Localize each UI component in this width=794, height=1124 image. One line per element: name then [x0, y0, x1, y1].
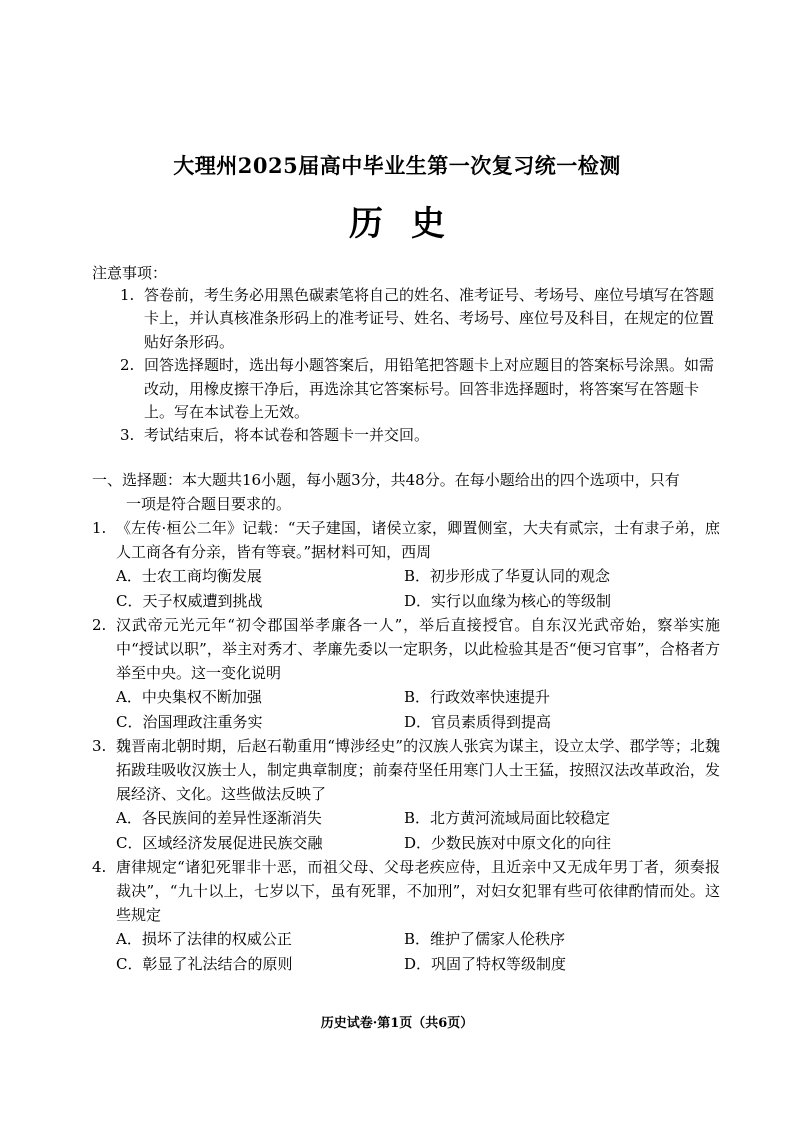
option-c: C．天子权威遭到挑战: [116, 591, 263, 610]
section-heading-line2: 一项是符合题目要求的。: [126, 495, 292, 513]
option-d: D．官员素质得到提高: [404, 712, 552, 731]
option-a: A．损坏了法律的权威公正: [116, 930, 292, 949]
notice-item-number: 3.: [120, 426, 135, 445]
question-stem: 《左传·桓公二年》记载：“天子建国，诸侯立家，卿置侧室，大夫有贰宗，士有隶子弟，庶人工商各有分亲，皆有等衰。”据材料可知，西周: [116, 519, 720, 562]
question-stem: 汉武帝元光元年“初令郡国举孝廉各一人”，举后直接授官。自东汉光武帝始，察举实施中“授试以职”，举主对秀才、孝廉先委以一定职务，以此检验其是否“便习官事”，合格者方举至中央。这一变化说明: [116, 615, 720, 683]
option-a: A．士农工商均衡发展: [116, 567, 262, 586]
section-heading-line1: 一、选择题：本大题共16小题，每小题3分，共48分。在每小题给出的四个选项中，只有: [92, 471, 680, 489]
question-number: 1.: [92, 519, 107, 537]
question-1: [92, 516, 720, 613]
exam-title: 大理州2025届高中毕业生第一次复习统一检测: [173, 153, 621, 178]
option-c: C．治国理政注重务实: [116, 712, 263, 731]
option-a: A．各民族间的差异性逐渐消失: [116, 809, 322, 828]
notice-list: [120, 284, 720, 448]
notice-item-text: 回答选择题时，选出每小题答案后，用铅笔把答题卡上对应题目的答案标号涂黑。如需改动，用橡皮擦干净后，再选涂其它答案标号。回答非选择题时，将答案写在答题卡上。写在本试卷上无效。: [144, 356, 715, 422]
notice-item: [120, 354, 720, 424]
option-a: A．中央集权不断加强: [116, 688, 262, 707]
option-c: C．区域经济发展促进民族交融: [116, 833, 323, 852]
option-b: B．初步形成了华夏认同的观念: [404, 567, 611, 586]
option-d: D．少数民族对中原文化的向往: [404, 833, 612, 852]
notice-item: [120, 424, 720, 447]
notice-item-number: 1.: [120, 286, 135, 304]
option-c: C．彰显了礼法结合的原则: [116, 954, 293, 973]
question-4: [92, 855, 720, 976]
notice-item-text: 考试结束后，将本试卷和答题卡一并交回。: [144, 426, 430, 445]
question-number: 2.: [92, 615, 107, 634]
option-d: D．实行以血缘为核心的等级制: [404, 591, 612, 610]
question-stem: 唐律规定“诸犯死罪非十恶，而祖父母、父母老疾应侍，且近亲中又无成年男丁者，须奏报裁决”，“九十以上，七岁以下，虽有死罪，不加刑”，对妇女犯罪有些可依律酌情而处。这些规定: [116, 857, 720, 925]
question-number: 4.: [92, 857, 107, 876]
question-stem: 魏晋南北朝时期，后赵石勒重用“博涉经史”的汉族人张宾为谋主，设立太学、郡学等；北魏拓跋珪吸收汉族士人，制定典章制度；前秦苻坚任用寒门人士王猛，按照汉法改革政治，发展经济、文化。这些做法反映了: [116, 736, 720, 804]
question-2: [92, 613, 720, 734]
notice-item-text: 答卷前，考生务必用黑色碳素笔将自己的姓名、准考证号、考场号、座位号填写在答题卡上，并认真核准条形码上的准考证号、姓名、考场号、座位号及科目，在规定的位置贴好条形码。: [144, 286, 715, 351]
notice-item-number: 2.: [120, 356, 135, 375]
option-b: B．维护了儒家人伦秩序: [404, 930, 566, 949]
option-d: D．巩固了特权等级制度: [404, 954, 567, 973]
option-b: B．行政效率快速提升: [404, 688, 551, 707]
question-number: 3.: [92, 736, 107, 755]
page-footer: 历史试卷·第1页（共6页）: [320, 1016, 474, 1031]
exam-subject: 历史: [349, 204, 473, 244]
question-3: [92, 734, 720, 855]
notice-heading: 注意事项：: [92, 264, 168, 282]
question-list: [92, 516, 720, 976]
notice-item: [120, 284, 720, 354]
section-heading: [92, 468, 720, 516]
option-b: B．北方黄河流域局面比较稳定: [404, 809, 611, 828]
